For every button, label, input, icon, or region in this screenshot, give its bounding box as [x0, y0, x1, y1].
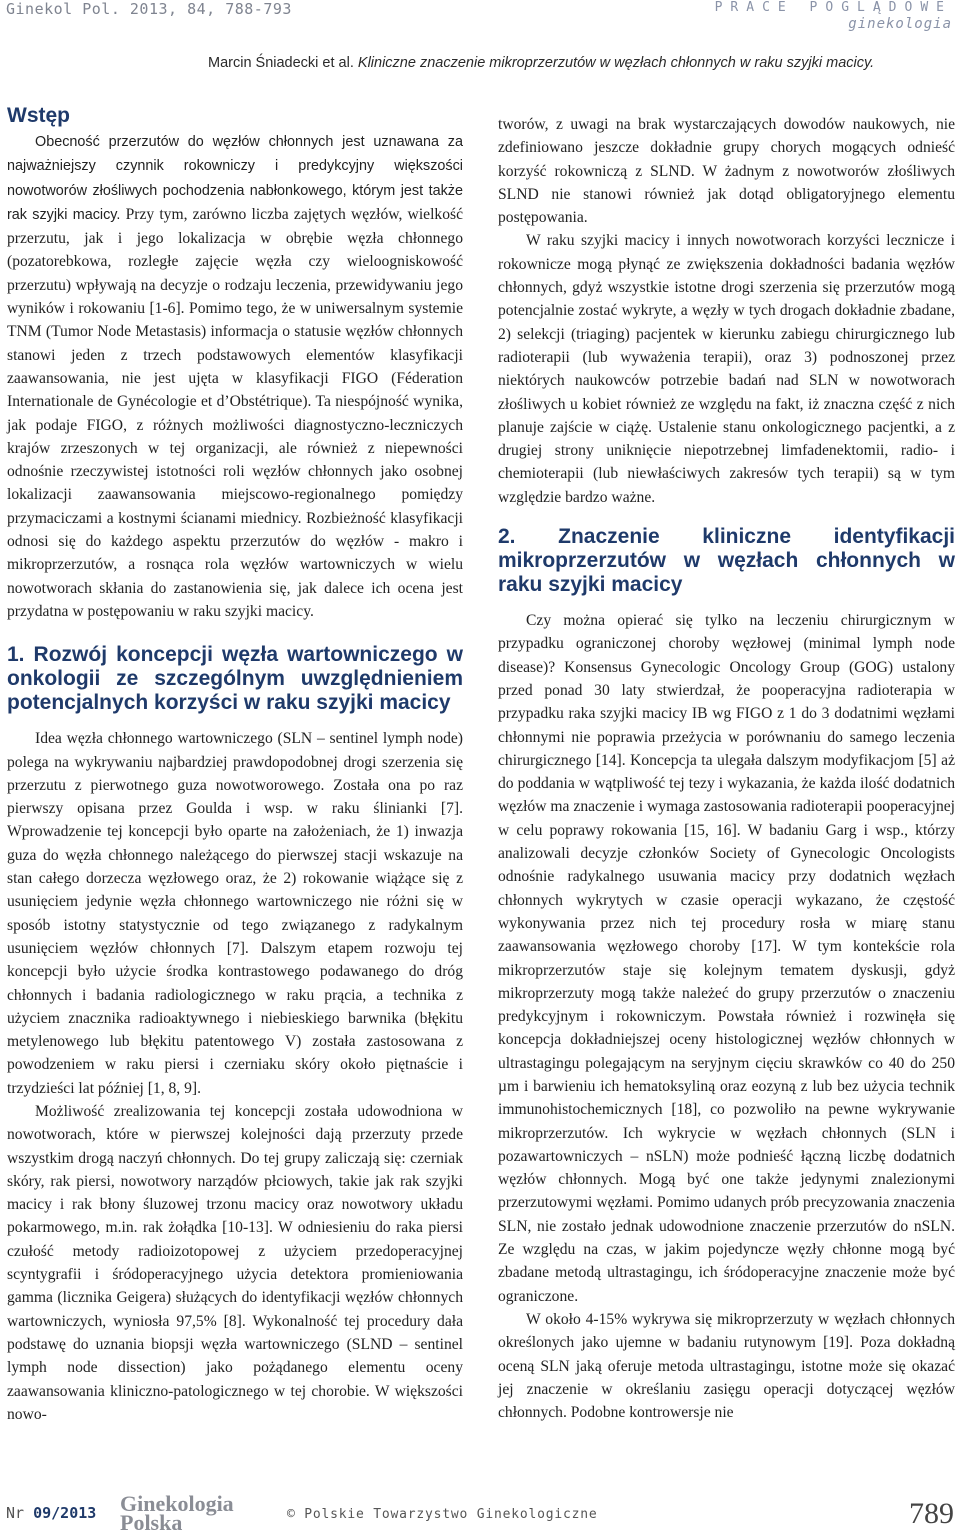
page-number: 789 — [909, 1497, 954, 1530]
section-1-heading: 1. Rozwój koncepcji węzła wartowniczego w onkologii ze szczególnym uwzględnieniem potencjalnych korzyści w raku szyjki macicy — [7, 643, 463, 715]
logo-line-2: Polska — [120, 1510, 183, 1535]
intro-lead-text: Obecność przerzutów do węzłów chłonnych jest uznawana za najważniejszy czynnik rokowniczy i predykcyjny większości nowotworów złośliwych pochodzenia nabłonkowego, którym jest także rak szyjki macicy. — [7, 134, 463, 223]
section-2-heading: 2. Znaczenie kliniczne identyfikacji mikroprzerzutów w węzłach chłonnych w raku szyjki macicy — [498, 525, 955, 597]
left-column — [7, 104, 463, 1426]
right-column — [498, 113, 955, 1424]
section-label: PRACE POGLĄDOWE — [714, 0, 952, 15]
section-1-paragraph-2: Możliwość zrealizowania tej koncepcji została udowodniona w nowotworach, które w pierwszej kolejności dają przerzuty przede wszystkim drogą naczyń chłonnych. Do tej grupy zaliczają się: czerniak skóry, rak piersi, nowotwory narządów płciowych, takie jak rak szyjki macicy i rak błony śluzowej trzonu macicy oraz nowotwory układu pokarmowego, m.in. rak żołądka [10-13]. W odniesieniu do raka piersi czułość metody radioizotopowej z użyciem przedoperacyjnej scyntygrafii i śródoperacyjnego użycia detektora promieniowania gamma (licznika Geigera) służących do identyfikacji węzłów chłonnych wartowniczych, wyniosła 97,5% [8]. Wykonalność tej procedury dała podstawę do uznania biopsji węzła wartowniczego (SLND – sentinel lymph node dissection) jako pożądanego elementu oceny zaawansowania kliniczno-patologicznego w tej chorobie. W większości nowo- — [7, 1102, 463, 1423]
section-2-paragraph-2: W około 4-15% wykrywa się mikroprzerzuty w węzłach chłonnych określonych jako ujemne w badaniu rutynowym [19]. Poza dokładną oceną SLN jaką oferuje metoda ultrastagingu, istotne może się okazać jej znaczenie w określaniu zasięgu operacji dotyczącej węzłów chłonnych. Podobne kontrowersje nie — [498, 1310, 955, 1422]
intro-heading: Wstęp — [7, 104, 70, 127]
journal-logo — [120, 1491, 234, 1535]
right-paragraph-2: W raku szyjki macicy i innych nowotworach korzyści lecznicze i rokownicze mogą płynąć ze zwiększenia dokładności badania węzłów chłonnych, gdyż wszystkie istotne drogi szerzenia się przerzutów mogą potencjalnie zostać wykryte, a węzły w tych drogach dokładnie zbadane, 2) selekcji (triaging) pacjentek w kierunku zabiegu chirurgicznego lub radioterapii (lub wyważenia terapii), oraz 3) podnoszonej przez niektórych naukowców potrzebie badań nad SLN w nowotworach złośliwych u kobiet również ze względu na fakt, iż znaczna część z nich planuje zajście w ciążę. Ustalenie stanu onkologicznego pacjentki, a z drugiej strony uniknięcie niepotrzebnej limfadenektomii, radio- i chemioterapii (lub niewłaściwych zakresów tych terapii) są w tym względzie bardzo ważne. — [498, 232, 955, 506]
journal-reference: Ginekol Pol. 2013, 84, 788-793 — [6, 0, 292, 18]
continued-paragraph: tworów, z uwagi na brak wystarczających dowodów naukowych, nie zdefiniowano jeszcze dokładnie grupy chorych mogących odnieść korzyść rokowniczą z SLND. W żadnym z nowotworów złośliwych SLND nie stanowi również jak dotąd obligatoryjnego elementu postępowania. — [498, 116, 955, 227]
issue-label: Nr — [6, 1504, 25, 1522]
logo-line-1: Ginekologia — [120, 1491, 234, 1516]
section-2-paragraph-1: Czy można opierać się tylko na leczeniu chirurgicznym w przypadku ograniczonej choroby węzłowej (minimal lymph node disease)? Konsensus Gynecologic Oncology Group (GOG) ustalony przed ponad 30 laty stwierdzał, że pooperacyjna radioterapia w przypadku raka szyjki macicy IB wg FIGO z 1 do 3 dodatnimi węzłami chłonnymi nie poprawia przeżycia w porównaniu do samego leczenia chirurgicznego [14]. Koncepcja ta ulegała dalszym modyfikacjom [5] aż do poddania w wątpliwość tej tezy i wykazania, że każda ilość dodatnich węzłów ma znaczenie i wymaga zastosowania radioterapii pooperacyjnej w celu poprawy rokowania [15, 16]. W badaniu Garg i wsp., którzy analizowali decyzje członków Society of Gynecologic Oncologists odnośnie radykalnego usuwania macicy przy dodatnich węzłach chłonnych wykrytych w czasie operacji wykazano, że częstość wykonywania przez nich tej procedury rosła w miarę stanu zaawansowania węzłowego choroby [17]. W tym kontekście rola mikroprzerzutów staje się kolejnym tematem dyskusji, gdyż mikroprzerzuty mogą także należeć do grupy przerzutów o znaczeniu predykcyjnym i rokowniczym. Powstała również i rozwinęła się koncepcja dokładniejszej oceny histologicznej węzłów chłonnych w ultrastagingu polegającym na seryjnym cięciu skrawków co 40 do 250 µm i barwieniu ich hematoksyliną oraz eozyną z lub bez użycia technik immunohistochemicznych [18], co pozwoliło na pewne wykrywanie mikroprzerzutów. Ich wykrycie w węzłach chłonnych (SLN i pozawartowniczych – nSLN) może podnieść łączną liczbę dodatnich węzłów chłonnych. Mogą być one także jedynymi znalezionymi przerzutowymi węzłami. Pomimo udanych prób precyzowania znaczenia SLN, nie zostało jednak udowodnione znaczenie przerzutów do nSLN. Ze względu na czas, w jakim pojedyncze węzły chłonne mogą być zbadane metodą ultrastagingu, ich śródoperacyjne znaczenie może być ograniczone. — [498, 612, 955, 1305]
running-head-title: Kliniczne znaczenie mikroprzerzutów w węzłach chłonnych w raku szyjki macicy. — [357, 55, 875, 71]
section-1-paragraph-1: Idea węzła chłonnego wartowniczego (SLN – sentinel lymph node) polega na wykrywaniu najbardziej prawdopodobnej drogi szerzenia się przerzutu z pierwotnego guza nowotworowego. Została ona po raz pierwszy opisana przez Goulda i wsp. w raku ślinianki [7]. Wprowadzenie tej koncepcji było oparte na założeniach, że 1) inwazja guza do węzła chłonnego należącego do pierwszej stacji wskazuje na stan całego dorzecza węzłowego oraz, że 2) rokowanie wiążące się z usunięciem jedynie węzła chłonnego wartowniczego nie różni się w sposób istotny statystycznie od tego związanego z radykalnym usunięciem węzłów chłonnych [7]. Dalszym etapem rozwoju tej koncepcji było użycie środka kontrastowego podawanego do dróg chłonnych i badania radiologicznego w raku prącia, a technika z użyciem znacznika radioaktywnego i niebieskiego barwnika (błękitu metylenowego lub błękitu patentowego V) została zastosowana z powodzeniem w raku piersi i czerniaku skóry około piętnaście i trzydzieści lat później [1, 8, 9]. — [7, 730, 463, 1097]
intro-paragraph — [7, 130, 463, 623]
running-head-authors: Marcin Śniadecki et al. — [208, 55, 354, 71]
issue-number — [6, 1504, 96, 1522]
copyright-notice: © Polskie Towarzystwo Ginekologiczne — [287, 1507, 598, 1522]
issue-value: 09/2013 — [33, 1504, 97, 1522]
journal-name: ginekologia — [848, 16, 952, 32]
running-head — [208, 55, 874, 71]
intro-body-text: Przy tym, zarówno liczba zajętych węzłów, wielkość przerzutu, jak i jego lokalizacja w obrębie węzła chłonnego (pozatorebkowa, rozległe zajęcie węzła czy wieloogniskowość przerzutu) wpływają na decyzje o rodzaju leczenia, przewidywaniu jego wyników i rokowaniu [1-6]. Pomimo tego, że w uniwersalnym systemie TNM (Tumor Node Metastasis) informacja o statusie węzłów chłonnych stanowi jeden z trzech podstawowych elementów klasyfikacji zaawansowania, nie jest ujęta w klasyfikacji FIGO (Féderation Internationale de Gynécologie et d’Obstétrique). Ta niespójność wynika, jak podaje FIGO, z różnych możliwości diagnostyczno-leczniczych krajów zrzeszonych w tej organizacji, ale również z niepewności odnośnie rzeczywistej istotności roli węzłów chłonnych jako osobnej lokalizacji zaawansowania miejscowo-regionalnego pomiędzy przymaciczami a kostnymi ścianami miednicy. Rozbieżność klasyfikacji odnosi się do każdego aspektu przerzutów do węzłów - makro i mikroprzerzutów, a rosnąca rola węzłów wartowniczych w wielu nowotworach skłania do zastanowienia się, jak dalece ich ocena jest przydatna w postępowaniu w raku szyjki macicy. — [7, 205, 463, 620]
